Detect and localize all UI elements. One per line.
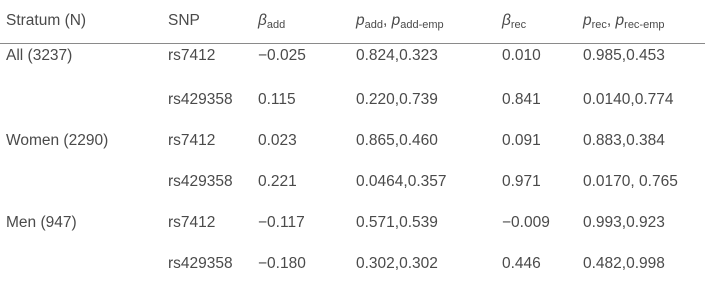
cell-stratum xyxy=(0,161,162,202)
cell-stratum: Women (2290) xyxy=(6,131,109,149)
header-snp: SNP xyxy=(162,0,252,43)
table-body xyxy=(0,43,705,284)
cell-p-rec: 0.883,0.384 xyxy=(583,131,665,149)
cell-snp: rs7412 xyxy=(168,131,216,149)
header-beta-rec xyxy=(496,0,577,43)
separator: , xyxy=(606,12,616,30)
cell-snp: rs7412 xyxy=(168,46,216,64)
cell-p-rec: 0.993,0.923 xyxy=(583,213,665,231)
cell-p-rec: 0.0170, 0.765 xyxy=(583,172,678,190)
cell-beta-add: −0.180 xyxy=(258,254,306,272)
table-row xyxy=(0,79,705,120)
cell-beta-add: 0.023 xyxy=(258,131,297,149)
p-symbol: p xyxy=(583,12,592,30)
cell-beta-add: 0.115 xyxy=(258,90,296,108)
cell-beta-add: −0.117 xyxy=(258,213,305,231)
cell-p-add: 0.220,0.739 xyxy=(356,90,438,108)
cell-stratum xyxy=(0,243,162,284)
p-rec-emp-subscript: rec-emp xyxy=(624,19,665,32)
p-symbol: p xyxy=(391,12,401,30)
table-row xyxy=(0,120,705,161)
table-row xyxy=(0,202,705,243)
header-row xyxy=(0,0,705,43)
header-p-add xyxy=(350,0,496,43)
cell-p-add: 0.865,0.460 xyxy=(356,131,438,149)
p-rec-subscript: rec xyxy=(591,19,607,32)
table-header xyxy=(0,0,705,43)
cell-p-add: 0.0464,0.357 xyxy=(356,172,447,190)
beta-symbol: β xyxy=(502,12,511,30)
beta-rec-subscript: rec xyxy=(510,19,527,32)
cell-stratum: All (3237) xyxy=(6,46,73,64)
cell-p-add: 0.302,0.302 xyxy=(356,254,438,272)
table-row xyxy=(0,161,705,202)
p-symbol: p xyxy=(615,12,625,30)
cell-beta-rec: −0.009 xyxy=(502,213,550,231)
cell-stratum xyxy=(0,79,162,120)
cell-beta-rec: 0.841 xyxy=(502,90,541,108)
beta-symbol: β xyxy=(258,12,267,30)
p-add-subscript: add xyxy=(364,19,383,32)
cell-beta-rec: 0.010 xyxy=(502,46,541,64)
cell-p-rec: 0.0140,0.774 xyxy=(583,90,674,108)
cell-snp: rs7412 xyxy=(168,213,216,231)
cell-beta-rec: 0.091 xyxy=(502,131,541,149)
header-beta-add xyxy=(252,0,350,43)
header-stratum: Stratum (N) xyxy=(0,0,162,43)
p-add-emp-subscript: add-emp xyxy=(400,19,444,32)
cell-stratum: Men (947) xyxy=(6,213,77,231)
cell-p-add: 0.824,0.323 xyxy=(356,46,438,64)
beta-add-subscript: add xyxy=(266,19,286,32)
cell-beta-rec: 0.446 xyxy=(502,254,541,272)
header-p-rec xyxy=(577,0,705,43)
p-symbol: p xyxy=(356,12,365,30)
separator: , xyxy=(382,12,392,30)
cell-beta-add: 0.221 xyxy=(258,172,297,190)
cell-p-rec: 0.482,0.998 xyxy=(583,254,665,272)
cell-snp: rs429358 xyxy=(168,254,233,272)
cell-beta-rec: 0.971 xyxy=(502,172,541,190)
cell-snp: rs429358 xyxy=(168,90,233,108)
table-row xyxy=(0,243,705,284)
cell-beta-add: −0.025 xyxy=(258,46,306,64)
cell-snp: rs429358 xyxy=(168,172,233,190)
cell-p-rec: 0.985,0.453 xyxy=(583,46,665,64)
table-row xyxy=(0,43,705,79)
cell-p-add: 0.571,0.539 xyxy=(356,213,438,231)
